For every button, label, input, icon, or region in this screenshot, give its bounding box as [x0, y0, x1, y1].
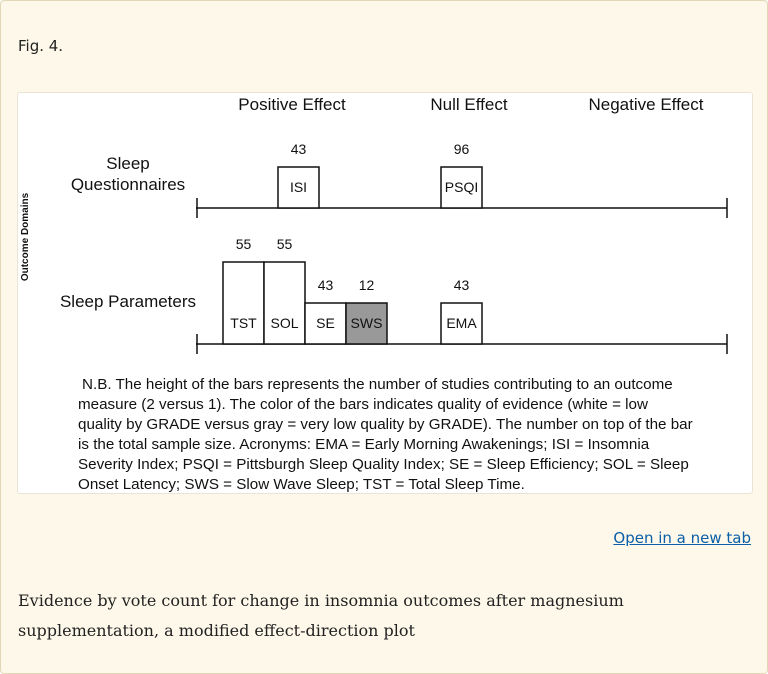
note-line-6: Onset Latency; SWS = Slow Wave Sleep; TST = Total Sleep Time.	[78, 476, 525, 493]
bar-label-isi: ISI	[289, 179, 308, 195]
column-header-positive: Positive Effect	[238, 95, 346, 114]
open-in-new-tab-link[interactable]: Open in a new tab	[613, 529, 751, 547]
note-line-4: is the total sample size. Acronyms: EMA = Early Morning Awakenings; ISI = Insomnia	[78, 436, 650, 453]
figure-caption: Evidence by vote count for change in insomnia outcomes after magnesium supplementation, a modified effect-direction plot	[18, 591, 624, 640]
bar-sample-size-se: 43	[317, 277, 334, 293]
bar-sample-size-isi: 43	[290, 141, 307, 157]
bar-sample-size-tst: 55	[235, 236, 252, 252]
bar-label-tst: TST	[230, 315, 257, 331]
bar-label-ema: EMA	[446, 315, 477, 331]
note-line-1: N.B. The height of the bars represents the number of studies contributing to an outcome	[82, 376, 673, 393]
bars	[223, 141, 482, 344]
y-axis-label: Outcome Domains	[20, 192, 31, 282]
bar-sample-size-sol: 55	[276, 236, 293, 252]
note	[78, 376, 693, 493]
figure-image	[17, 92, 753, 494]
column-header-negative: Negative Effect	[588, 95, 704, 114]
row-label-questionnaires-line1: Sleep	[106, 154, 150, 173]
bar-sol	[264, 262, 305, 344]
bar-sample-size-sws: 12	[358, 277, 375, 293]
note-line-5: Severity Index; PSQI = Pittsburgh Sleep Quality Index; SE = Sleep Efficiency; SOL = Sleep	[78, 456, 689, 473]
bar-sample-size-ema: 43	[453, 277, 470, 293]
bar-label-psqi: PSQI	[444, 179, 479, 195]
figure-label: Fig. 4.	[18, 37, 64, 55]
bar-label-sws: SWS	[350, 315, 383, 331]
note-line-3: quality by GRADE versus gray = very low quality by GRADE). The number on top of the bar	[78, 416, 693, 433]
column-header-null: Null Effect	[430, 95, 508, 114]
bar-tst	[223, 262, 264, 344]
row-label-questionnaires-line2: Questionnaires	[70, 175, 186, 194]
bar-label-se: SE	[316, 315, 335, 331]
effect-direction-plot	[18, 93, 752, 493]
note-line-2: measure (2 versus 1). The color of the bars indicates quality of evidence (white = low	[78, 396, 648, 413]
row-label-parameters: Sleep Parameters	[59, 292, 197, 311]
bar-sample-size-psqi: 96	[453, 141, 470, 157]
bar-label-sol: SOL	[270, 315, 299, 331]
